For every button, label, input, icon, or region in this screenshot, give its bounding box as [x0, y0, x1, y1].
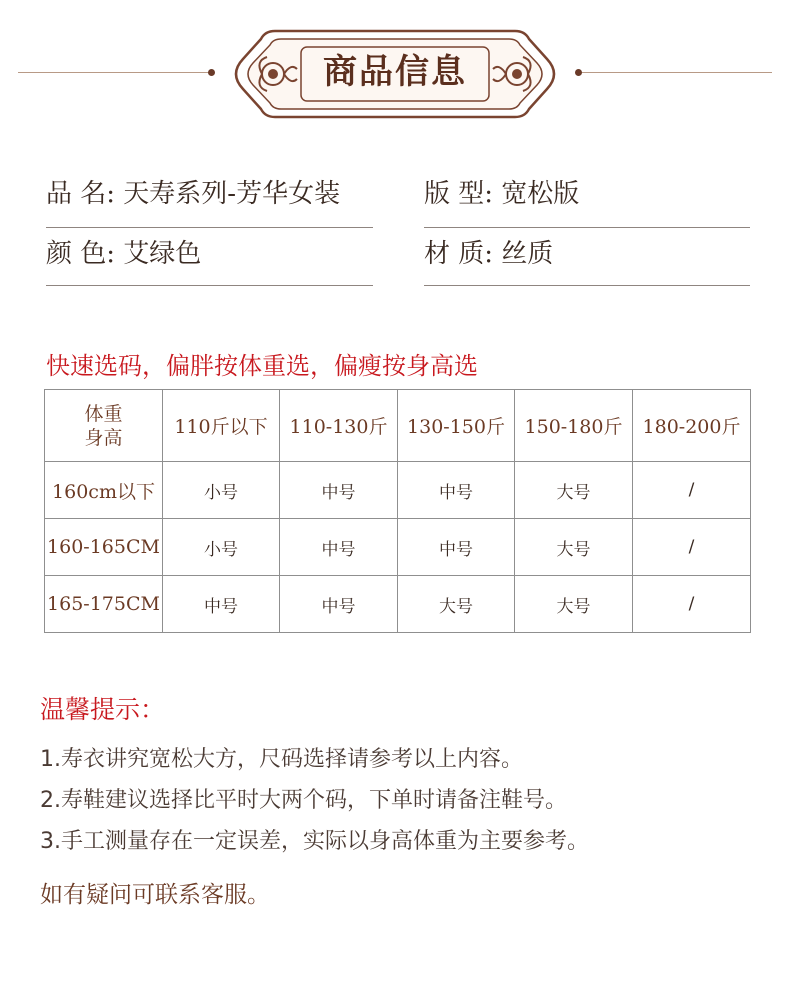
weight-column-header: 180-200斤: [633, 390, 751, 462]
info-color-label: 颜 色:: [46, 239, 116, 269]
info-fit: [424, 177, 579, 211]
size-cell: 中号: [280, 576, 398, 633]
height-row-header: 160-165CM: [45, 519, 163, 576]
info-divider: [46, 227, 373, 228]
info-material: [424, 237, 553, 271]
size-cell: /: [633, 462, 751, 519]
weight-column-header: 110斤以下: [163, 390, 280, 462]
note-item: 2.寿鞋建议选择比平时大两个码，下单时请备注鞋号。: [40, 788, 567, 813]
info-fit-label: 版 型:: [424, 179, 494, 209]
info-name-value: 天寿系列-芳华女装: [123, 179, 341, 209]
note-item: 3.手工测量存在一定误差，实际以身高体重为主要参考。: [40, 829, 589, 854]
weight-column-header: 130-150斤: [398, 390, 515, 462]
height-row-header: 165-175CM: [45, 576, 163, 633]
size-cell: 小号: [163, 462, 280, 519]
header-divider-right: [578, 72, 772, 73]
notes-title: 温馨提示：: [40, 695, 166, 724]
header-divider-left: [18, 72, 213, 73]
info-material-label: 材 质:: [424, 239, 494, 269]
size-cell: 中号: [280, 462, 398, 519]
info-divider: [424, 227, 750, 228]
size-cell: 大号: [515, 576, 633, 633]
size-cell: /: [633, 519, 751, 576]
size-cell: 中号: [280, 519, 398, 576]
size-cell: 小号: [163, 519, 280, 576]
info-name: [46, 177, 340, 211]
info-fit-value: 宽松版: [501, 179, 580, 209]
corner-height-label: 身高: [84, 426, 123, 449]
info-name-label: 品 名:: [46, 179, 116, 209]
size-cell: 大号: [515, 519, 633, 576]
weight-column-header: 150-180斤: [515, 390, 633, 462]
size-cell: 大号: [515, 462, 633, 519]
size-cell: /: [633, 576, 751, 633]
header-dot-right: [575, 69, 582, 76]
size-cell: 中号: [163, 576, 280, 633]
info-material-value: 丝质: [501, 239, 554, 269]
info-divider: [46, 285, 373, 286]
height-row-header: 160cm以下: [45, 462, 163, 519]
note-item: 1.寿衣讲究宽松大方，尺码选择请参考以上内容。: [40, 747, 523, 772]
weight-column-header: 110-130斤: [280, 390, 398, 462]
size-cell: 中号: [398, 462, 515, 519]
info-color: [46, 237, 201, 271]
table-corner-cell: [45, 390, 163, 462]
info-color-value: 艾绿色: [123, 239, 202, 269]
header-dot-left: [208, 69, 215, 76]
size-table: [44, 389, 751, 633]
table-row: [45, 576, 751, 633]
table-header-row: [45, 390, 751, 462]
size-cell: 大号: [398, 576, 515, 633]
table-row: [45, 519, 751, 576]
contact-note: 如有疑问可联系客服。: [40, 882, 270, 908]
corner-weight-label: 体重: [84, 402, 123, 425]
page-title: 商品信息: [323, 52, 467, 92]
size-cell: 中号: [398, 519, 515, 576]
size-tip: 快速选码，偏胖按体重选，偏瘦按身高选: [46, 352, 478, 380]
table-row: [45, 462, 751, 519]
info-divider: [424, 285, 750, 286]
